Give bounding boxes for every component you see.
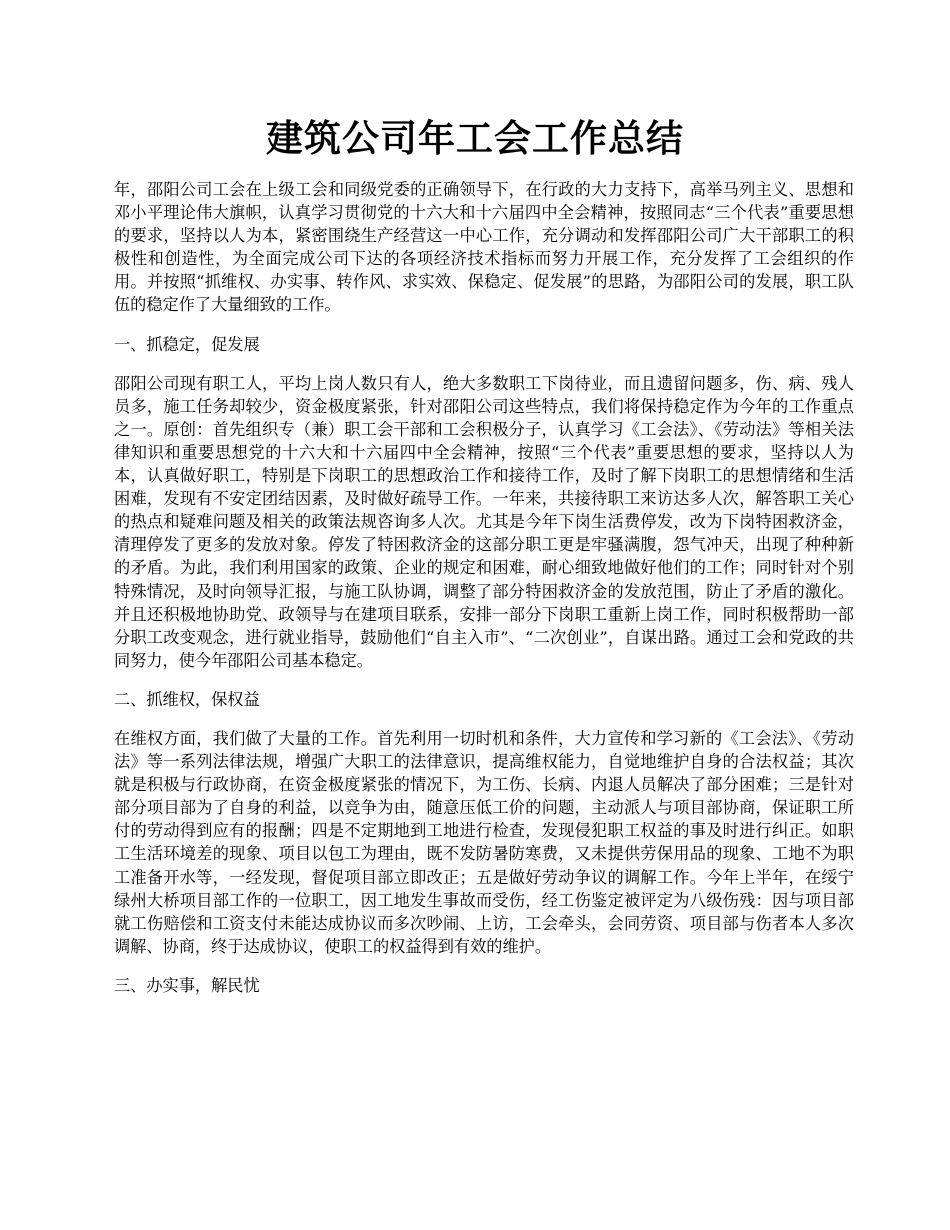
intro-paragraph: 年，邵阳公司工会在上级工会和同级党委的正确领导下，在行政的大力支持下，高举马列主义、思想和邓小平理论伟大旗帜，认真学习贯彻党的十六大和十六届四中全会精神，按照同志“三个代表”重要思想的要求，坚持以人为本，紧密围绕生产经营这一中心工作，充分调动和发挥邵阳公司广大干部职工的积极性和创造性，为全面完成公司下达的各项经济技术指标而努力开展工作，充分发挥了工会组织的作用。并按照“抓维权、办实事、转作风、求实效、保稳定、促发展”的思路，为邵阳公司的发展，职工队伍的稳定作了大量细致的工作。: [114, 180, 854, 315]
section-1-paragraph: 邵阳公司现有职工人，平均上岗人数只有人，绝大多数职工下岗待业，而且遗留问题多，伤、病、残人员多，施工任务却较少，资金极度紧张，针对邵阳公司这些特点，我们将保持稳定作为今年的工作重点之一。原创：首先组织专（兼）职工会干部和工会积极分子，认真学习《工会法》、《劳动法》等相关法律知识和重要思想党的十六大和十六届四中全会精神，按照“三个代表”重要思想的要求，坚持以人为本，认真做好职工，特别是下岗职工的思想政治工作和接待工作，及时了解下岗职工的思想情绪和生活困难，发现有不安定团结因素，及时做好疏导工作。一年来，共接待职工来访达多人次，解答职工关心的热点和疑难问题及相关的政策法规咨询多人次。尤其是今年下岗生活费停发，改为下岗特困救济金，清理停发了更多的发放对象。停发了特困救济金的这部分职工更是牢骚满腹，怨气冲天，出现了种种新的矛盾。为此，我们利用国家的政策、企业的规定和困难，耐心细致地做好他们的工作；同时针对个别特殊情况，及时向领导汇报，与施工队协调，调整了部分特困救济金的发放范围，防止了矛盾的激化。并且还积极地协助党、政领导与在建项目联系，安排一部分下岗职工重新上岗工作，同时积极帮助一部分职工改变观念，进行就业指导，鼓励他们“自主入市”、“二次创业”，自谋出路。通过工会和党政的共同努力，使今年邵阳公司基本稳定。: [114, 373, 854, 670]
section-heading-3: 三、办实事，解民忧: [114, 975, 260, 995]
section-2-paragraph: 在维权方面，我们做了大量的工作。首先利用一切时机和条件，大力宣传和学习新的《工会法》、《劳动法》等一系列法律法规，增强广大职工的法律意识，提高维权能力，自觉地维护自身的合法权益；其次就是积极与行政协商，在资金极度紧张的情况下，为工伤、长病、内退人员解决了部分困难；三是针对部分项目部为了自身的利益，以竞争为由，随意压低工价的问题，主动派人与项目部协商，保证职工所付的劳动得到应有的报酬；四是不定期地到工地进行检查，发现侵犯职工权益的事及时进行纠正。如职工生活环境差的现象、项目以包工为理由，既不发防暑防寒费，又未提供劳保用品的现象、工地不为职工准备开水等，一经发现，督促项目部立即改正；五是做好劳动争议的调解工作。今年上半年，在绥宁绿州大桥项目部工作的一位职工，因工地发生事故而受伤，经工伤鉴定被评定为八级伤残：因与项目部就工伤赔偿和工资支付未能达成协议而多次吵闹、上访，工会牵头，会同劳资、项目部与伤者本人多次调解、协商，终于达成协议，使职工的权益得到有效的维护。: [114, 728, 854, 956]
section-heading-2: 二、抓维权，保权益: [114, 689, 260, 709]
document-body: [114, 178, 854, 1013]
document-title: 建筑公司年工会工作总结: [266, 116, 684, 160]
section-heading-1: 一、抓稳定，促发展: [114, 334, 260, 354]
